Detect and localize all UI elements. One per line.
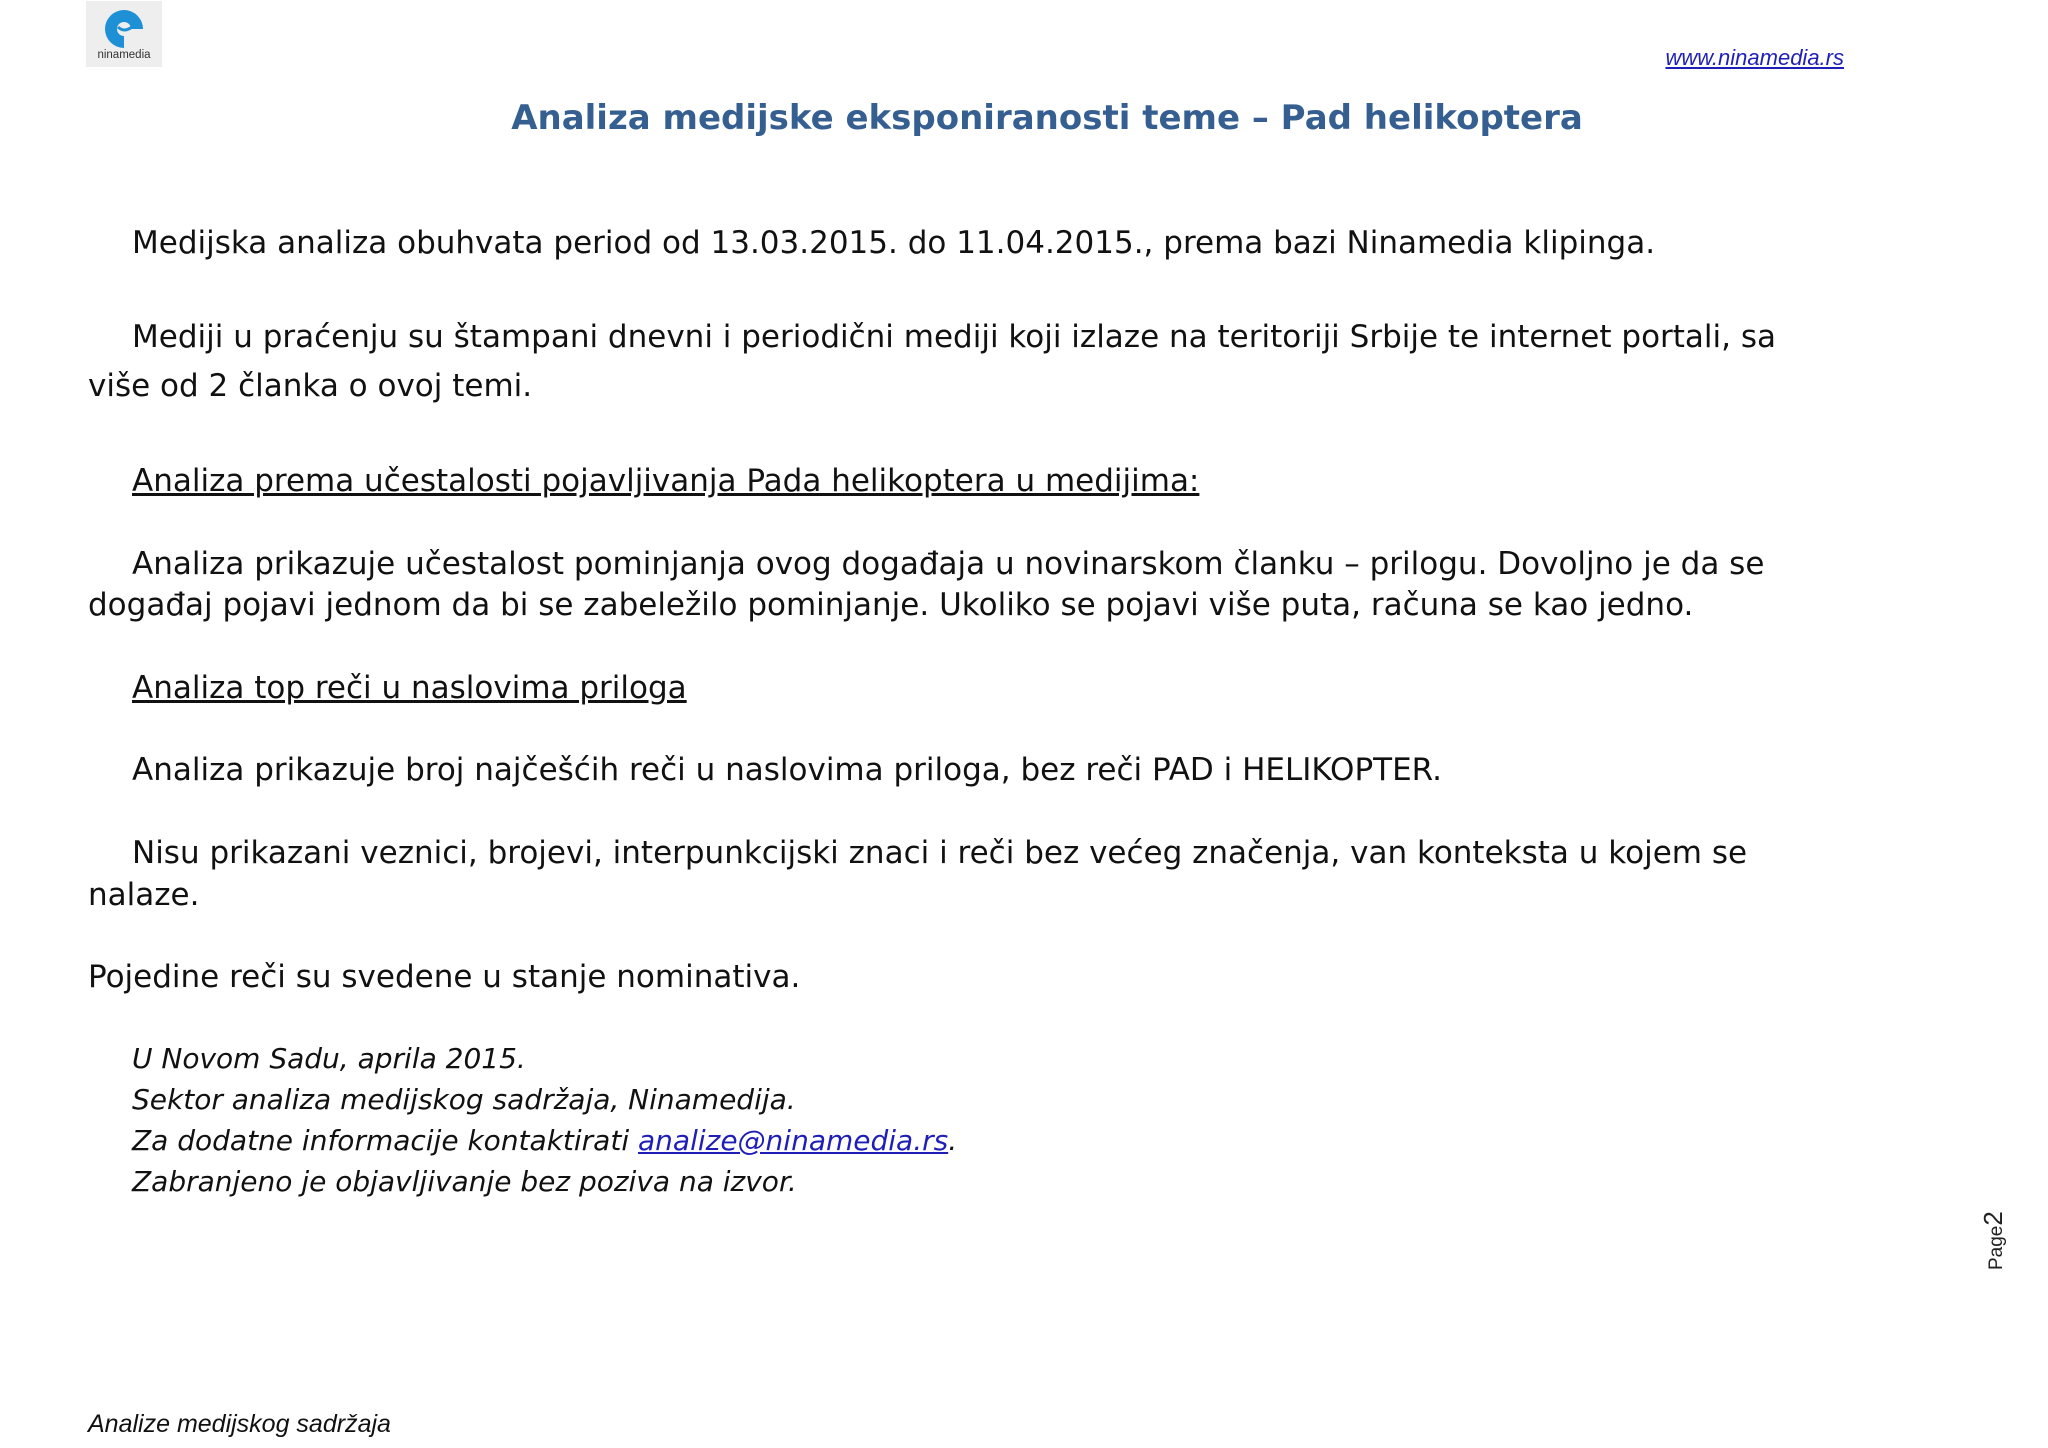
contact-period: . [948,1124,958,1157]
top-words-heading-text: Analiza top reči u naslovima priloga [132,670,687,706]
signature-sector: Sektor analiza medijskog sadržaja, Ninamedija. [132,1083,796,1116]
page-number [1978,1190,2008,1270]
top-words-heading [88,667,687,709]
exclusions-paragraph-line1: Nisu prikazani veznici, brojevi, interpunkcijski znaci i reči bez većeg značenja, van konteksta u kojem se [132,835,1748,871]
frequency-heading-text: Analiza prema učestalosti pojavljivanja Pada helikoptera u medijima: [132,463,1200,499]
footer-text: Analize medijskog sadržaja [88,1410,391,1438]
frequency-paragraph-line2: događaj pojavi jednom da bi se zabeležilo pominjanje. Ukoliko se pojavi više puta, računa se kao jedno. [88,587,1694,623]
exclusions-paragraph-line2: nalaze. [88,877,200,913]
document-title: Analiza medijske eksponiranosti teme – Pad helikoptera [511,98,1583,138]
media-paragraph-line2: više od 2 članka o ovoj temi. [88,368,533,404]
ninamedia-logo-icon [104,9,146,49]
website-link[interactable]: www.ninamedia.rs [1665,45,1844,70]
signature-copyright: Zabranjeno je objavljivanje bez poziva na izvor. [132,1165,797,1198]
signature-place-date: U Novom Sadu, aprila 2015. [132,1042,526,1075]
signature-contact [132,1120,957,1161]
nominative-paragraph: Pojedine reči su svedene u stanje nominativa. [88,959,801,995]
frequency-heading [88,460,1199,502]
contact-text: Za dodatne informacije kontaktirati [132,1124,638,1157]
page-label: Page [1986,1225,2007,1270]
signature-block [132,1038,957,1202]
media-paragraph-line1: Mediji u praćenju su štampani dnevni i periodični mediji koji izlaze na teritoriji Srbije te internet portali, sa [132,319,1777,355]
logo-text: ninamedia [97,49,151,61]
ninamedia-logo [86,1,162,67]
intro-paragraph: Medijska analiza obuhvata period od 13.03.2015. do 11.04.2015., prema bazi Ninamedia klipinga. [132,225,1656,261]
top-words-paragraph: Analiza prikazuje broj najčešćih reči u naslovima priloga, bez reči PAD i HELIKOPTER. [132,752,1442,788]
frequency-paragraph-line1: Analiza prikazuje učestalost pominjanja ovog događaja u novinarskom članku – prilogu. Dovoljno je da se [132,546,1765,582]
email-link[interactable]: analize@ninamedia.rs [638,1124,949,1157]
page-number-value: 2 [1978,1211,2008,1226]
